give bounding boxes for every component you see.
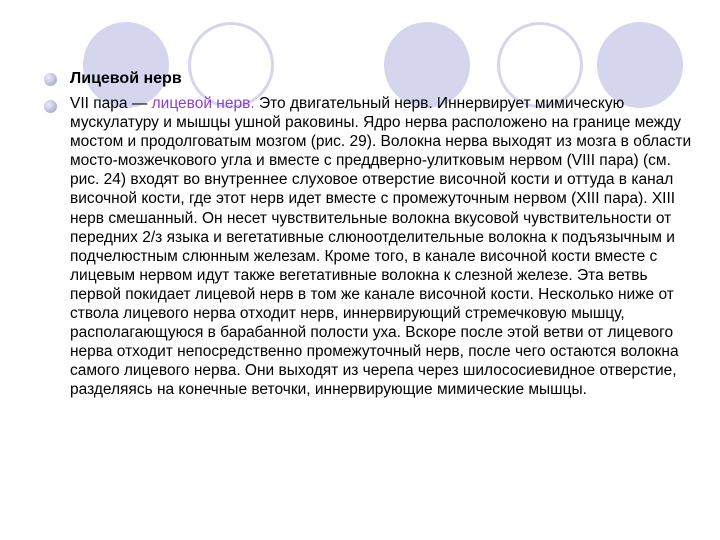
heading-item (44, 69, 692, 89)
body-item (44, 94, 692, 400)
bullet-icon (44, 100, 57, 113)
body-text (70, 94, 692, 400)
bullet-icon (44, 73, 57, 86)
slide-title: Лицевой нерв (70, 70, 182, 87)
body-prefix: VII пара — (70, 95, 152, 112)
highlighted-term: лицевой нерв. (151, 95, 255, 112)
body-rest: Это двигательный нерв. Иннервирует мимическую мускулатуру и мышцы ушной раковины. Ядро нерва расположено на границе между мостом и продолговатым мозгом (рис. 29). Волокна нерва выходят из мозга в области мосто-мозжечкового угла и вместе с преддверно-улитковым нервом (VIII пара) (см. рис. 24) входят во внутреннее слуховое отверстие височной кости и оттуда в канал височной кости, где этот нерв идет вместе с промежуточным нервом (XIII пара). XIII нерв смешанный. Он несет чувствительные волокна вкусовой чувствительности от передних 2/з языка и вегетативные слюноотделительные волокна к подъязычным и подчелюстным слюнным железам. Кроме того, в канале височной кости вместе с лицевым нервом идут также вегетативные волокна к слезной железе. Эта ветвь первой покидает лицевой нерв в том же канале височной кости. Несколько ниже от ствола лицевого нерва отходит нерв, иннервирующий стремечковую мышцу, располагающуюся в барабанной полости уха. Вскоре после этой ветви от лицевого нерва отходит непосредственно промежуточный нерв, после чего остаются волокна самого лицевого нерва. Они выходят из черепа через шилососиевидное отверстие, разделяясь на конечные веточки, иннервирующие мимические мышцы. (70, 95, 692, 399)
slide-content (44, 69, 692, 400)
